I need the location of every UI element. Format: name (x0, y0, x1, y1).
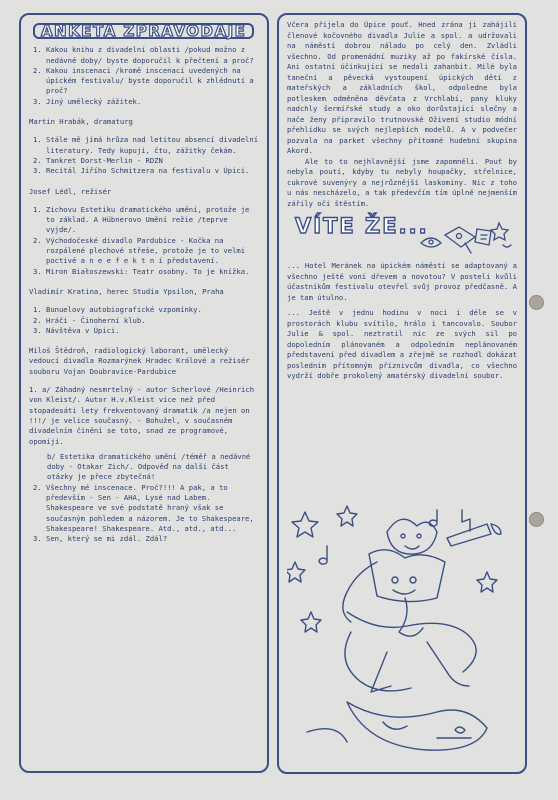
respondent-answers (29, 135, 259, 176)
question-3: 3. Jiný umělecký zážitek. (46, 97, 259, 107)
did-you-know-title: VÍTE ŽE... (295, 214, 429, 238)
punch-hole (529, 295, 544, 310)
respondent-name: Martin Hrabák, dramaturg (29, 117, 133, 127)
answer-text: Záhadný nesmrtelný - autor Scherlové /Heinrich von Kleist/. Autor H.v.Kleist více než před stopadesáti lety frekventovaný dramatik /a nejen on !!!/ je velice současný. - Bohužel, v současném divadelním činění se toto, snad ze programové, opomíjí. (29, 385, 255, 446)
answer-2: 2. Tankret Dorst-Merlin - RDZN (46, 156, 259, 166)
question-2: 2. Kakou inscenaci /kromě inscenací uvedených na úpickém festivalu/ byste doporučil k zhlédnutí a proč? (46, 66, 259, 97)
respondent-answers (29, 305, 259, 336)
answer-2: 2. Východočeské divadlo Pardubice - Kočka na rozpálené plechové střeše, protože je to velmi poctivé a n e e f e k t n í představení. (46, 236, 259, 267)
right-column (277, 13, 527, 774)
answer-1a (29, 385, 259, 447)
survey-title: ANKETA ZPRAVODAJE (33, 23, 254, 39)
punch-hole (529, 512, 544, 527)
celebration-illustration (287, 502, 515, 764)
article-paragraph: Ale to to nejhlavnější jsme zapomněli. Pouť by nebyla poutí, kdyby tu nebyly houpačky, střelnice, cukrové suvenýry a nejrůznější laskominy. Nic z toho u nás nescházelo, a tak předevčím tím úplně nejmenším zářily oči štěstím. (287, 156, 517, 208)
answer-text: Estetika dramatického umění /téměř a nedávné doby - Otakar Zich/. Odpověď na další část otázky je přece zbytečná! (47, 451, 251, 482)
left-column (19, 13, 269, 773)
article-paragraph: Včera přijela do Úpice pouť. Hned zrána ji zahájili členové kočovného divadla Julie a spol. a udržovali na náměstí dobrou náladu po celý den. Zvládli všechno. Od promenádní muziky až po fakírské čísla. Ani ostatní účinkující se nedali zahanbit. Milé byla taneční a pěvecká vystoupení úpických dětí z mateřských a základních škol, odpoledne byla potleskem odměněna děvčata z Vrchlabí, pany kluky nadchly šermířské study a oko dorůstající slečny a nače ženy připravilo trutnovské Oživení studio módní přehlídku se svých nejlepších modelů. A v podvečer pozvala na parket všechny přítomné hudební skupina Akord. (287, 20, 517, 155)
respondent-answers (29, 483, 259, 545)
answer-label: 1. a/ (29, 385, 51, 395)
answer-1: 1. Stále mě jímá hrůza nad letitou absencí divadelní literatury. Tedy kupuji, čtu, zážitky čekám. (46, 135, 259, 156)
answer-3: 3. Návštěva v Úpici. (46, 326, 259, 336)
doodle-figures-icon (415, 215, 515, 257)
question-1: 1. Kakou knihu z divadelní oblasti /pokud možno z nedávné doby/ byste doporučil k přečtení a proč? (46, 45, 259, 66)
answer-3: 3. Recitál Jiřího Schmitzera na festivalu v Úpici. (46, 166, 259, 176)
answer-3: 3. Miron Białoszewski: Teatr osobny. To je knížka. (46, 267, 259, 277)
did-you-know-item: ... Ještě v jednu hodinu v noci i déle se v prostorách klubu svítilo, hrálo i tancovalo. Soubor Julie & spol. neztratil nic ze svých sil po dopoledním plánovaném a odpoledním neplánovaném představení před divadlem a zřejmě se rozhodl dokázat posledním přítomným příznivcům divadla, co všechno vydrží dobře prokolený amatérský divadelní soubor. (287, 308, 517, 380)
respondent-answers (29, 205, 259, 277)
survey-questions (29, 45, 259, 107)
respondent-name: Miloš Štědroň, radiologický laborant, umělecký vedoucí divadla Rozmarýnek Hradec Králové a režisér souboru Vojan Doubravice-Pardubice (29, 346, 250, 376)
answer-3: 3. Sen, který se mi zdál. Zdál? (46, 534, 259, 544)
answer-label: b/ (47, 451, 56, 461)
did-you-know-heading (287, 215, 517, 257)
respondent-name: Vladimír Kratina, herec Studia Ypsilon, Praha (29, 286, 224, 296)
did-you-know-item: ... Hotel Meránek na úpickém náměstí se adaptovaný a všechno ještě voní dřevem a novotou? V posteli kvůli účastníkům festivalu otevřel svůj provoz předčasně. A je tam útulno. (287, 261, 517, 302)
answer-2: 2. Hráči - Činoherní klub. (46, 316, 259, 326)
respondent-name: Josef Lédl, režisér (29, 186, 112, 196)
answer-1: 1. Bunuelovy autobiografické vzpomínky. (46, 305, 259, 315)
answer-2: 2. Všechny mé inscenace. Proč?!!! A pak, a to především - Sen - AHA, Lysé nad Labem. Shakespeare ve své podstatě hraný však se současným pohledem a názorem. Je to Shakespeare, Shakespeare! Shakespeare. Atd., atd., atd... (46, 483, 259, 534)
answer-1b (29, 452, 259, 483)
answer-1: 1. Zichovu Estetiku dramatického umění, protože je to základ. A Hübnerovo Umění režie /teprve vyjde/. (46, 205, 259, 236)
